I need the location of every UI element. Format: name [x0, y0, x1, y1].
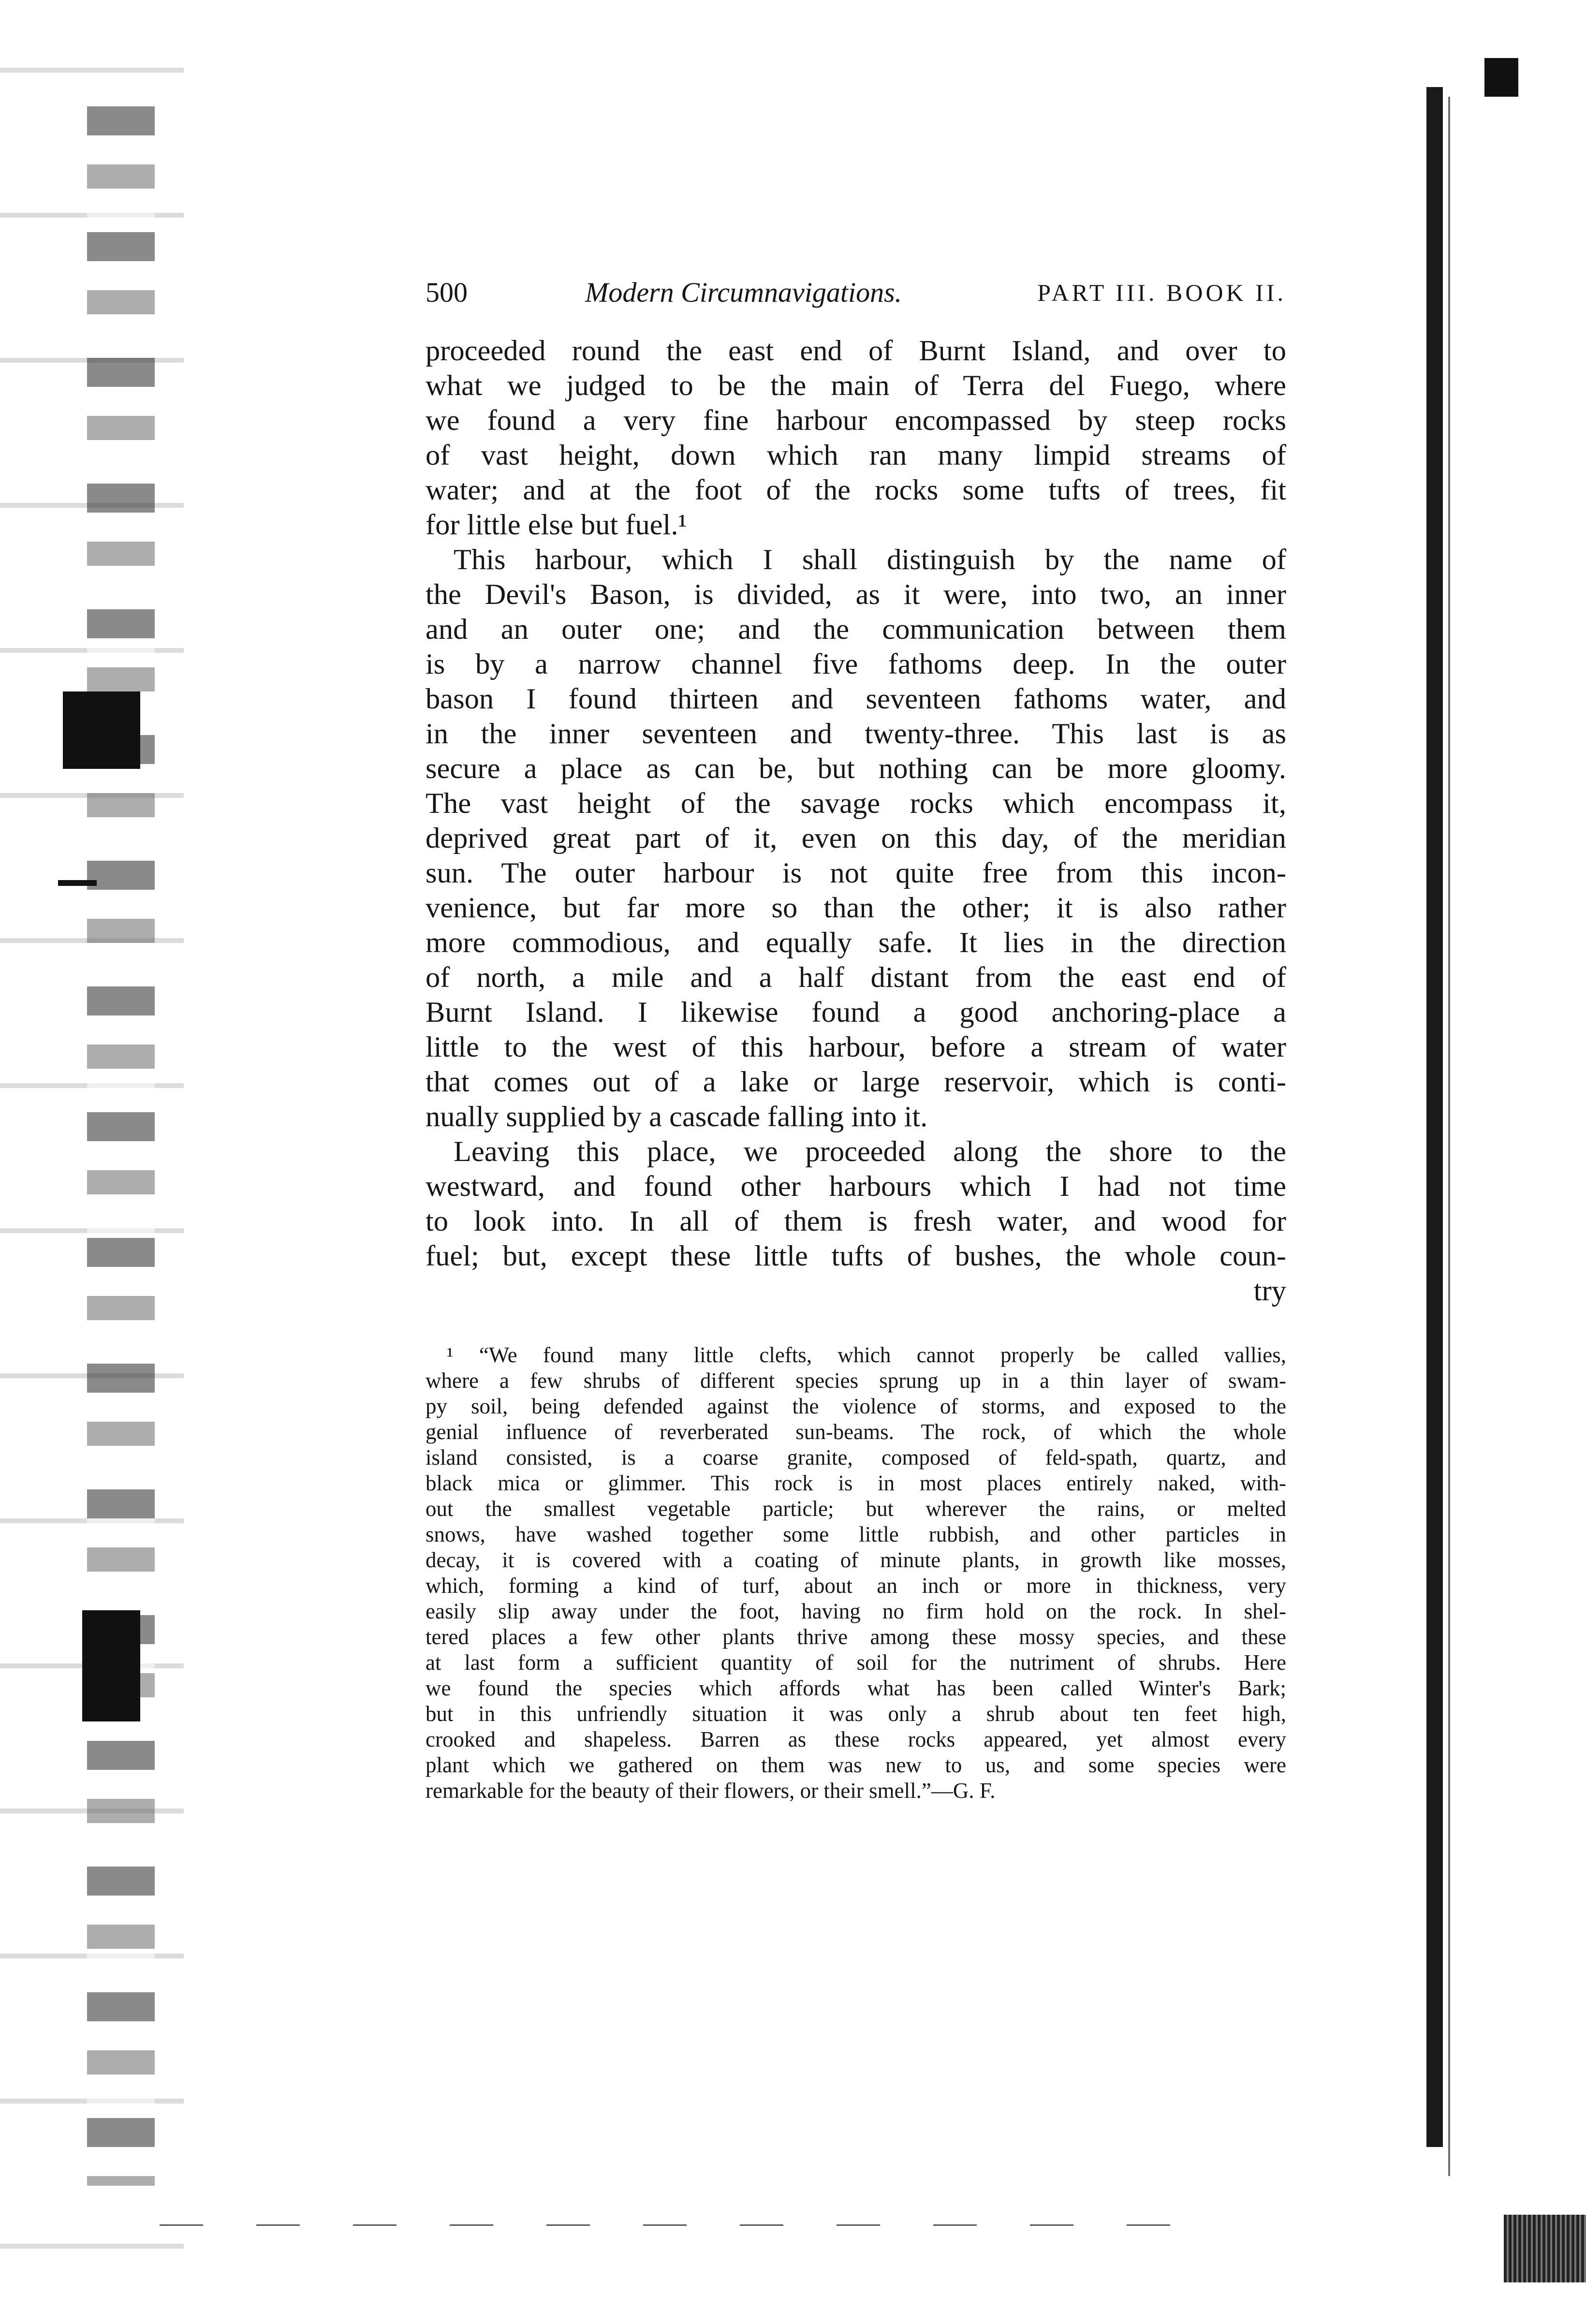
page-edge-rule-thin: [1448, 97, 1450, 2176]
body-line: westward, and found other harbours which I had not time: [426, 1170, 1286, 1203]
footnote: [426, 1342, 1286, 1804]
body-line: fuel; but, except these little tufts of bushes, the whole coun-: [426, 1240, 1286, 1272]
footnote-line: py soil, being defended against the violence of storms, and exposed to the: [426, 1394, 1286, 1418]
footnote-line: ¹ “We found many little clefts, which cannot properly be called vallies,: [447, 1343, 1286, 1367]
body-line: proceeded round the east end of Burnt Island, and over to: [426, 335, 1286, 367]
footnote-line: crooked and shapeless. Barren as these rocks appeared, yet almost every: [426, 1727, 1286, 1751]
body-line: in the inner seventeen and twenty-three. This last is as: [426, 718, 1286, 750]
body-line: more commodious, and equally safe. It lies in the direction: [426, 927, 1286, 959]
footnote-line: decay, it is covered with a coating of minute plants, in growth like mosses,: [426, 1548, 1286, 1572]
body-line: Burnt Island. I likewise found a good anchoring-place a: [426, 996, 1286, 1029]
footnote-line: snows, have washed together some little rubbish, and other particles in: [426, 1522, 1286, 1546]
body-line: what we judged to be the main of Terra del Fuego, where: [426, 369, 1286, 402]
body-line: secure a place as can be, but nothing can be more gloomy.: [426, 752, 1286, 785]
body-line: venience, but far more so than the other; it is also rather: [426, 892, 1286, 924]
body-line: the Devil's Bason, is divided, as it were, into two, an inner: [426, 578, 1286, 611]
binding-mark-3: [58, 880, 97, 886]
footnote-line: which, forming a kind of turf, about an inch or more in thickness, very: [426, 1574, 1286, 1598]
footnote-line: black mica or glimmer. This rock is in most places entirely naked, with-: [426, 1471, 1286, 1495]
body-line: of north, a mile and a half distant from the east end of: [426, 961, 1286, 994]
footnote-line: remarkable for the beauty of their flowers, or their smell.”—G. F.: [426, 1779, 996, 1803]
footnote-line: we found the species which affords what has been called Winter's Bark;: [426, 1676, 1286, 1700]
body-line: This harbour, which I shall distinguish by the name of: [454, 544, 1286, 576]
book-page: [426, 271, 1286, 1804]
scan-corner-mark-bottom: [1504, 2215, 1586, 2282]
running-part: PART III. BOOK II.: [1037, 279, 1286, 306]
footnote-line: genial influence of reverberated sun-beams. The rock, of which the whole: [426, 1420, 1286, 1444]
body-line: and an outer one; and the communication between them: [426, 613, 1286, 646]
body-line: sun. The outer harbour is not quite free from this incon-: [426, 857, 1286, 889]
footnote-line: but in this unfriendly situation it was only a shrub about ten feet high,: [426, 1702, 1286, 1726]
body-line: Leaving this place, we proceeded along the shore to the: [454, 1135, 1286, 1168]
binding-mark-2: [82, 1610, 140, 1721]
body-text: [426, 334, 1286, 1309]
body-line: little to the west of this harbour, before a stream of water: [426, 1031, 1286, 1063]
running-title: Modern Circumnavigations.: [585, 277, 902, 308]
binding-strip: [87, 106, 155, 2186]
body-line: of vast height, down which ran many limpid streams of: [426, 439, 1286, 471]
binding-mark-1: [63, 691, 140, 769]
scan-bottom-scratch: [160, 2224, 1223, 2226]
footnote-line: where a few shrubs of different species sprung up in a thin layer of swam-: [426, 1368, 1286, 1393]
body-line: is by a narrow channel five fathoms deep. In the outer: [426, 648, 1286, 680]
page-number: 500: [426, 277, 468, 308]
body-line: to look into. In all of them is fresh water, and wood for: [426, 1205, 1286, 1237]
body-line: The vast height of the savage rocks which encompass it,: [426, 787, 1286, 820]
running-head: [426, 271, 1286, 314]
footnote-line: at last form a sufficient quantity of soil for the nutriment of shrubs. Here: [426, 1650, 1286, 1675]
body-line: water; and at the foot of the rocks some tufts of trees, fit: [426, 474, 1286, 506]
body-line: we found a very fine harbour encompassed by steep rocks: [426, 404, 1286, 437]
page-edge-rule: [1426, 87, 1443, 2147]
footnote-line: easily slip away under the foot, having no firm hold on the rock. In shel-: [426, 1599, 1286, 1623]
body-line: that comes out of a lake or large reservoir, which is conti-: [426, 1066, 1286, 1098]
body-line: for little else but fuel.¹: [426, 509, 687, 541]
footnote-line: out the smallest vegetable particle; but wherever the rains, or melted: [426, 1497, 1286, 1521]
catchword: try: [1253, 1275, 1286, 1307]
footnote-line: tered places a few other plants thrive among these mossy species, and these: [426, 1625, 1286, 1649]
scan-corner-mark-top: [1484, 58, 1518, 97]
footnote-line: island consisted, is a coarse granite, composed of feld-spath, quartz, and: [426, 1445, 1286, 1470]
footnote-line: plant which we gathered on them was new to us, and some species were: [426, 1753, 1286, 1777]
body-line: deprived great part of it, even on this day, of the meridian: [426, 822, 1286, 854]
body-line: nually supplied by a cascade falling into it.: [426, 1101, 928, 1133]
body-line: bason I found thirteen and seventeen fathoms water, and: [426, 683, 1286, 715]
